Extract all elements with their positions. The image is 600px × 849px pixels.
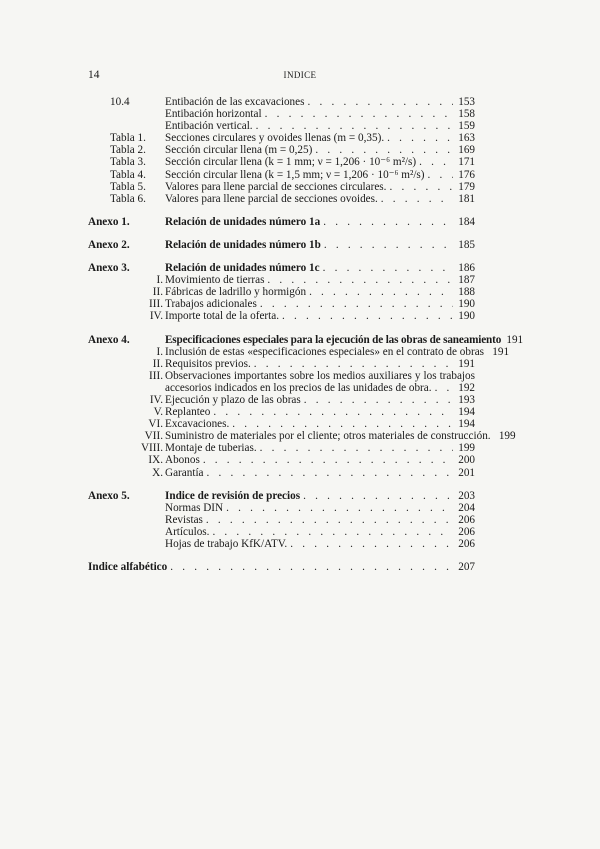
entry-title: Montaje de tuberias. xyxy=(165,442,257,455)
toc-entry[interactable] xyxy=(88,108,475,120)
dot-leader xyxy=(167,561,453,573)
entry-title: Especificaciones especiales para la ejecución de las obras de saneamiento xyxy=(165,333,502,346)
entry-number: Tabla 1. xyxy=(110,132,146,145)
toc-entry-anexo-5[interactable] xyxy=(88,490,475,502)
entry-number: III. xyxy=(149,298,163,311)
entry-title: Valores para llene parcial de secciones circulares. xyxy=(165,180,387,193)
dot-leader xyxy=(204,467,453,479)
toc-entry[interactable] xyxy=(88,96,475,108)
toc-entry[interactable] xyxy=(88,442,475,454)
entry-number: II. xyxy=(152,286,163,299)
entry-title: Abonos xyxy=(165,454,200,467)
entry-number: VI. xyxy=(148,418,163,431)
dot-leader xyxy=(306,286,453,298)
entry-page: 201 xyxy=(458,466,475,479)
entry-page: 191 xyxy=(458,357,475,370)
dot-leader xyxy=(257,442,453,454)
entry-title: Sección circular llena (m = 0,25) xyxy=(165,144,313,157)
toc-entry[interactable] xyxy=(88,370,475,382)
entry-page: 199 xyxy=(498,430,516,443)
entry-number: Tabla 5. xyxy=(110,180,146,193)
entry-page: 204 xyxy=(458,501,475,514)
toc-entry[interactable] xyxy=(88,193,475,205)
entry-page: 158 xyxy=(458,108,475,121)
toc-entry[interactable] xyxy=(88,144,475,156)
dot-leader xyxy=(251,358,453,370)
toc-entry[interactable] xyxy=(88,310,475,322)
entry-title: Requisitos previos. xyxy=(165,357,251,370)
entry-page: 181 xyxy=(458,192,475,205)
entry-title: Observaciones importantes sobre los medios auxiliares y los trabajos xyxy=(165,369,475,382)
toc-entry[interactable] xyxy=(88,181,475,193)
toc-entry[interactable] xyxy=(88,298,475,310)
entry-page: 176 xyxy=(458,168,475,181)
anexo-label: Anexo 4. xyxy=(88,333,130,346)
entry-title: Fábricas de ladrillo y hormigón xyxy=(165,286,307,299)
toc-entry[interactable] xyxy=(88,467,475,479)
toc-entry[interactable] xyxy=(88,526,475,538)
entry-page: 163 xyxy=(458,132,475,145)
entry-page: 190 xyxy=(458,310,475,323)
entry-page: 206 xyxy=(458,538,475,550)
entry-number: IX. xyxy=(148,454,163,467)
table-of-contents xyxy=(88,96,524,574)
entry-page: 194 xyxy=(458,406,475,419)
dot-leader xyxy=(253,120,453,132)
entry-title: Valores para llene parcial de secciones ovoides. xyxy=(165,192,378,205)
entry-page: 187 xyxy=(458,274,475,287)
entry-number: Tabla 2. xyxy=(110,144,146,157)
entry-number: 10.4 xyxy=(110,96,130,108)
entry-page: 171 xyxy=(458,156,475,169)
entry-title: Entibación vertical. xyxy=(165,120,253,133)
dot-leader xyxy=(304,96,453,108)
dot-leader xyxy=(312,144,453,156)
dot-leader xyxy=(425,169,453,181)
entry-title: Indice alfabético xyxy=(88,561,168,574)
page-number: 14 xyxy=(88,69,100,81)
entry-title: Sección circular llena (k = 1 mm; ν = 1,206 · 10⁻⁶ m²/s) xyxy=(165,156,417,169)
entry-page: 188 xyxy=(458,286,475,299)
dot-leader xyxy=(200,454,453,466)
entry-title: Revistas xyxy=(165,513,203,526)
entry-number: Tabla 6. xyxy=(110,192,146,205)
entry-number: II. xyxy=(152,357,163,370)
entry-number: IV. xyxy=(149,393,163,406)
entry-page: 206 xyxy=(458,525,475,538)
toc-entry[interactable] xyxy=(88,120,475,132)
dot-leader xyxy=(416,156,453,168)
entry-title: Garantía xyxy=(165,466,204,479)
dot-leader xyxy=(386,181,453,193)
dot-leader xyxy=(209,526,453,538)
toc-entry-continuation[interactable] xyxy=(88,382,475,394)
entry-title: Hojas de trabajo KfK/ATV. xyxy=(165,538,288,550)
entry-page: 192 xyxy=(458,381,475,394)
dot-leader xyxy=(210,406,453,418)
entry-number: VII. xyxy=(144,430,163,443)
entry-title: Entibación de las excavaciones xyxy=(165,96,305,108)
entry-page: 153 xyxy=(458,96,475,108)
dot-leader xyxy=(320,262,453,274)
entry-number: III. xyxy=(149,369,163,382)
toc-entry[interactable] xyxy=(88,169,475,181)
toc-entry[interactable] xyxy=(88,286,475,298)
dot-leader xyxy=(320,216,453,228)
entry-title: Ejecución y plazo de las obras xyxy=(165,393,301,406)
entry-title: Trabajos adicionales xyxy=(165,298,257,311)
entry-title: Suministro de materiales por el cliente; otros materiales de construcción. xyxy=(165,430,491,443)
dot-leader xyxy=(384,132,453,144)
dot-leader xyxy=(203,514,453,526)
entry-number: V. xyxy=(153,406,163,419)
toc-entry[interactable] xyxy=(88,345,510,358)
dot-leader xyxy=(257,298,453,310)
toc-entry[interactable] xyxy=(88,394,475,406)
entry-page: 186 xyxy=(458,262,475,275)
entry-number: X. xyxy=(152,466,163,479)
entry-title: Indice de revisión de precios xyxy=(165,489,301,502)
entry-page: 159 xyxy=(458,120,475,133)
entry-title: Importe total de la oferta. xyxy=(165,310,279,323)
entry-page: 203 xyxy=(458,489,475,502)
toc-entry[interactable] xyxy=(88,132,475,144)
running-title: INDICE xyxy=(283,70,317,80)
toc-entry[interactable] xyxy=(88,418,475,430)
toc-entry-anexo-2[interactable] xyxy=(88,239,475,251)
entry-page: 184 xyxy=(458,215,475,228)
entry-page: 179 xyxy=(458,180,475,193)
toc-entry-indice-alfabetico[interactable] xyxy=(88,561,475,573)
entry-title-continuation: accesorios indicados en los precios de las unidades de obra. xyxy=(165,381,432,394)
dot-leader xyxy=(301,394,453,406)
anexo-label: Anexo 1. xyxy=(88,215,130,228)
toc-entry[interactable] xyxy=(88,358,475,370)
entry-title: Inclusión de estas «especificaciones especiales» en el contrato de obras xyxy=(165,345,485,358)
entry-number: Tabla 3. xyxy=(110,156,146,169)
entry-title: Secciones circulares y ovoides llenas (m = 0,35). xyxy=(165,132,385,145)
entry-title: Artículos. xyxy=(165,525,210,538)
dot-leader xyxy=(262,108,453,120)
toc-entry[interactable] xyxy=(88,538,475,550)
entry-page: 207 xyxy=(458,561,475,574)
toc-entry-anexo-1[interactable] xyxy=(88,216,475,228)
dot-leader xyxy=(264,274,453,286)
dot-leader xyxy=(432,382,453,394)
entry-page: 199 xyxy=(458,442,475,455)
entry-title: Relación de unidades número 1b xyxy=(165,238,321,251)
entry-title: Excavaciones. xyxy=(165,418,230,431)
entry-page: 206 xyxy=(458,513,475,526)
entry-title: Replanteo xyxy=(165,406,211,419)
toc-entry-anexo-4[interactable] xyxy=(88,333,524,346)
entry-number: I. xyxy=(156,345,163,358)
entry-number: IV. xyxy=(149,310,163,323)
entry-title: Relación de unidades número 1c xyxy=(165,262,320,275)
entry-title: Movimiento de tierras xyxy=(165,274,265,287)
entry-page: 193 xyxy=(458,393,475,406)
dot-leader xyxy=(321,239,453,251)
entry-page: 191 xyxy=(506,333,524,346)
toc-entry[interactable] xyxy=(88,502,475,514)
toc-entry[interactable] xyxy=(88,274,475,286)
toc-entry-anexo-3[interactable] xyxy=(88,262,475,274)
anexo-label: Anexo 3. xyxy=(88,262,130,275)
entry-page: 194 xyxy=(458,418,475,431)
toc-entry[interactable] xyxy=(88,156,475,168)
entry-page: 185 xyxy=(458,238,475,251)
dot-leader xyxy=(378,193,453,205)
toc-entry[interactable] xyxy=(88,406,475,418)
dot-leader xyxy=(300,490,453,502)
anexo-label: Anexo 2. xyxy=(88,238,130,251)
toc-entry[interactable] xyxy=(88,514,475,526)
dot-leader xyxy=(229,418,453,430)
entry-title: Sección circular llena (k = 1,5 mm; ν = 1,206 · 10⁻⁶ m²/s) xyxy=(165,168,425,181)
toc-entry[interactable] xyxy=(88,430,516,443)
dot-leader xyxy=(223,502,453,514)
entry-number: I. xyxy=(156,274,163,287)
toc-entry[interactable] xyxy=(88,454,475,466)
anexo-label: Anexo 5. xyxy=(88,489,130,502)
entry-title: Entibación horizontal xyxy=(165,108,262,121)
entry-number: Tabla 4. xyxy=(110,168,146,181)
entry-page: 169 xyxy=(458,144,475,157)
dot-leader xyxy=(287,538,453,550)
entry-title: Relación de unidades número 1a xyxy=(165,215,321,228)
entry-title: Normas DIN xyxy=(165,501,224,514)
entry-number: VIII. xyxy=(140,442,163,455)
entry-page: 200 xyxy=(458,454,475,467)
entry-page: 191 xyxy=(492,345,510,358)
dot-leader xyxy=(279,310,453,322)
entry-page: 190 xyxy=(458,298,475,311)
